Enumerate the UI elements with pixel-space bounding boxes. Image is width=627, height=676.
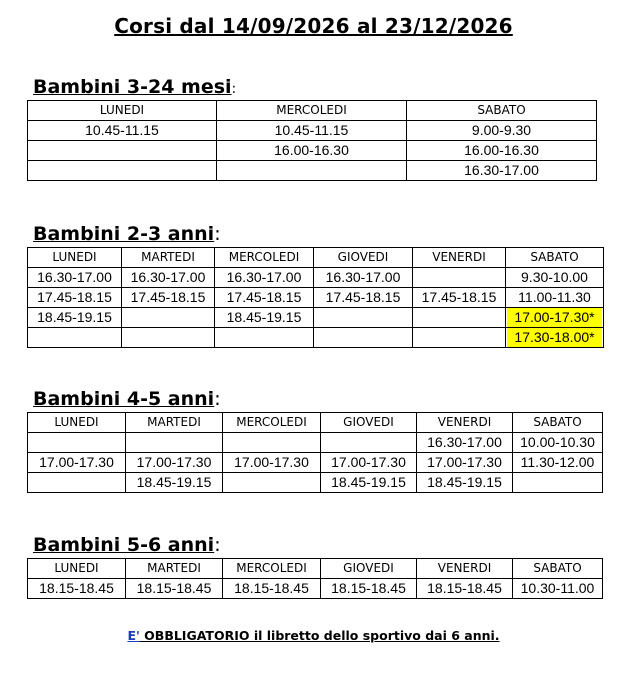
time-cell: [28, 328, 122, 348]
time-cell: 16.30-17.00: [28, 268, 122, 288]
time-cell: 16.00-16.30: [407, 141, 597, 161]
time-cell: [28, 473, 126, 493]
schedule-table-3-24-mesi: [27, 100, 597, 181]
table-header-row: [28, 413, 603, 433]
day-header: SABATO: [506, 248, 604, 268]
time-cell: 18.15-18.45: [28, 579, 126, 599]
section-title-colon: :: [231, 81, 237, 97]
time-cell: [413, 328, 506, 348]
time-cell: 17.45-18.15: [215, 288, 314, 308]
time-cell: [321, 433, 417, 453]
time-cell: [413, 268, 506, 288]
time-cell: [217, 161, 407, 181]
highlighted-time-cell: [506, 308, 604, 328]
day-header: VENERDI: [417, 413, 513, 433]
highlighted-time-text: 17.30-18.00*: [507, 328, 602, 347]
day-header: GIOVEDI: [321, 413, 417, 433]
table-row: [28, 433, 603, 453]
time-cell: [28, 161, 217, 181]
schedule-table-5-6-anni: [27, 558, 603, 599]
footer-note: [0, 628, 627, 643]
section-title-text: Bambini 4-5 anni: [33, 388, 215, 410]
day-header: SABATO: [513, 413, 603, 433]
time-cell: 18.15-18.45: [126, 579, 223, 599]
time-cell: 17.45-18.15: [122, 288, 215, 308]
section-title-text: Bambini 5-6 anni: [33, 534, 215, 556]
day-header: MERCOLEDI: [223, 559, 321, 579]
time-cell: [28, 433, 126, 453]
section-title-colon: :: [214, 534, 221, 556]
time-cell: 16.30-17.00: [215, 268, 314, 288]
time-cell: 18.45-19.15: [321, 473, 417, 493]
table-row: [28, 141, 597, 161]
table-row: [28, 308, 604, 328]
page-title: Corsi dal 14/09/2026 al 23/12/2026: [114, 14, 513, 38]
section-title-3-24-mesi: [33, 76, 236, 98]
time-cell: 16.30-17.00: [417, 433, 513, 453]
day-header: LUNEDI: [28, 413, 126, 433]
table-row: [28, 161, 597, 181]
section-title-5-6-anni: [33, 534, 221, 556]
time-cell: [28, 141, 217, 161]
day-header: LUNEDI: [28, 101, 217, 121]
time-cell: 17.00-17.30: [28, 453, 126, 473]
table-row: [28, 121, 597, 141]
time-cell: 16.30-17.00: [314, 268, 413, 288]
day-header: VENERDI: [413, 248, 506, 268]
time-cell: [413, 308, 506, 328]
time-cell: [122, 328, 215, 348]
time-cell: 11.00-11.30: [506, 288, 604, 308]
day-header: GIOVEDI: [314, 248, 413, 268]
time-cell: 16.30-17.00: [407, 161, 597, 181]
time-cell: 18.45-19.15: [126, 473, 223, 493]
schedule-table-4-5-anni: [27, 412, 603, 493]
time-cell: 17.00-17.30: [126, 453, 223, 473]
table-header-row: [28, 101, 597, 121]
highlighted-time-cell: [506, 328, 604, 348]
time-cell: [215, 328, 314, 348]
table-row: [28, 453, 603, 473]
table-row: [28, 579, 603, 599]
time-cell: 9.00-9.30: [407, 121, 597, 141]
time-cell: [126, 433, 223, 453]
time-cell: 17.45-18.15: [28, 288, 122, 308]
day-header: MARTEDI: [126, 559, 223, 579]
table-header-row: [28, 559, 603, 579]
time-cell: 10.45-11.15: [217, 121, 407, 141]
highlighted-time-text: 17.00-17.30*: [507, 308, 602, 327]
time-cell: 18.45-19.15: [417, 473, 513, 493]
time-cell: 18.15-18.45: [417, 579, 513, 599]
time-cell: 10.30-11.00: [513, 579, 603, 599]
footer-e-link[interactable]: E': [127, 628, 140, 643]
table-row: [28, 328, 604, 348]
table-header-row: [28, 248, 604, 268]
time-cell: 18.45-19.15: [215, 308, 314, 328]
schedule-table-2-3-anni: [27, 247, 604, 348]
section-title-text: Bambini 2-3 anni: [33, 223, 215, 245]
time-cell: [314, 328, 413, 348]
day-header: MARTEDI: [126, 413, 223, 433]
time-cell: 16.30-17.00: [122, 268, 215, 288]
time-cell: 17.00-17.30: [223, 453, 321, 473]
day-header: GIOVEDI: [321, 559, 417, 579]
day-header: VENERDI: [417, 559, 513, 579]
day-header: MERCOLEDI: [217, 101, 407, 121]
day-header: SABATO: [513, 559, 603, 579]
day-header: MERCOLEDI: [215, 248, 314, 268]
section-title-2-3-anni: [33, 223, 221, 245]
time-cell: [314, 308, 413, 328]
section-title-text: Bambini 3-24 mesi: [33, 76, 232, 98]
table-row: [28, 268, 604, 288]
time-cell: [513, 473, 603, 493]
time-cell: 18.15-18.45: [321, 579, 417, 599]
time-cell: 18.15-18.45: [223, 579, 321, 599]
time-cell: 18.45-19.15: [28, 308, 122, 328]
time-cell: [223, 433, 321, 453]
table-row: [28, 288, 604, 308]
section-title-colon: :: [214, 223, 221, 245]
table-row: [28, 473, 603, 493]
time-cell: 17.45-18.15: [413, 288, 506, 308]
day-header: LUNEDI: [28, 248, 122, 268]
day-header: SABATO: [407, 101, 597, 121]
day-header: MERCOLEDI: [223, 413, 321, 433]
section-title-colon: :: [214, 388, 221, 410]
time-cell: 11.30-12.00: [513, 453, 603, 473]
time-cell: 9.30-10.00: [506, 268, 604, 288]
section-title-4-5-anni: [33, 388, 221, 410]
footer-text: OBBLIGATORIO il libretto dello sportivo dai 6 anni.: [139, 628, 500, 643]
time-cell: 17.45-18.15: [314, 288, 413, 308]
time-cell: [122, 308, 215, 328]
time-cell: 17.00-17.30: [321, 453, 417, 473]
day-header: LUNEDI: [28, 559, 126, 579]
day-header: MARTEDI: [122, 248, 215, 268]
time-cell: 10.45-11.15: [28, 121, 217, 141]
time-cell: 16.00-16.30: [217, 141, 407, 161]
time-cell: 17.00-17.30: [417, 453, 513, 473]
time-cell: 10.00-10.30: [513, 433, 603, 453]
time-cell: [223, 473, 321, 493]
